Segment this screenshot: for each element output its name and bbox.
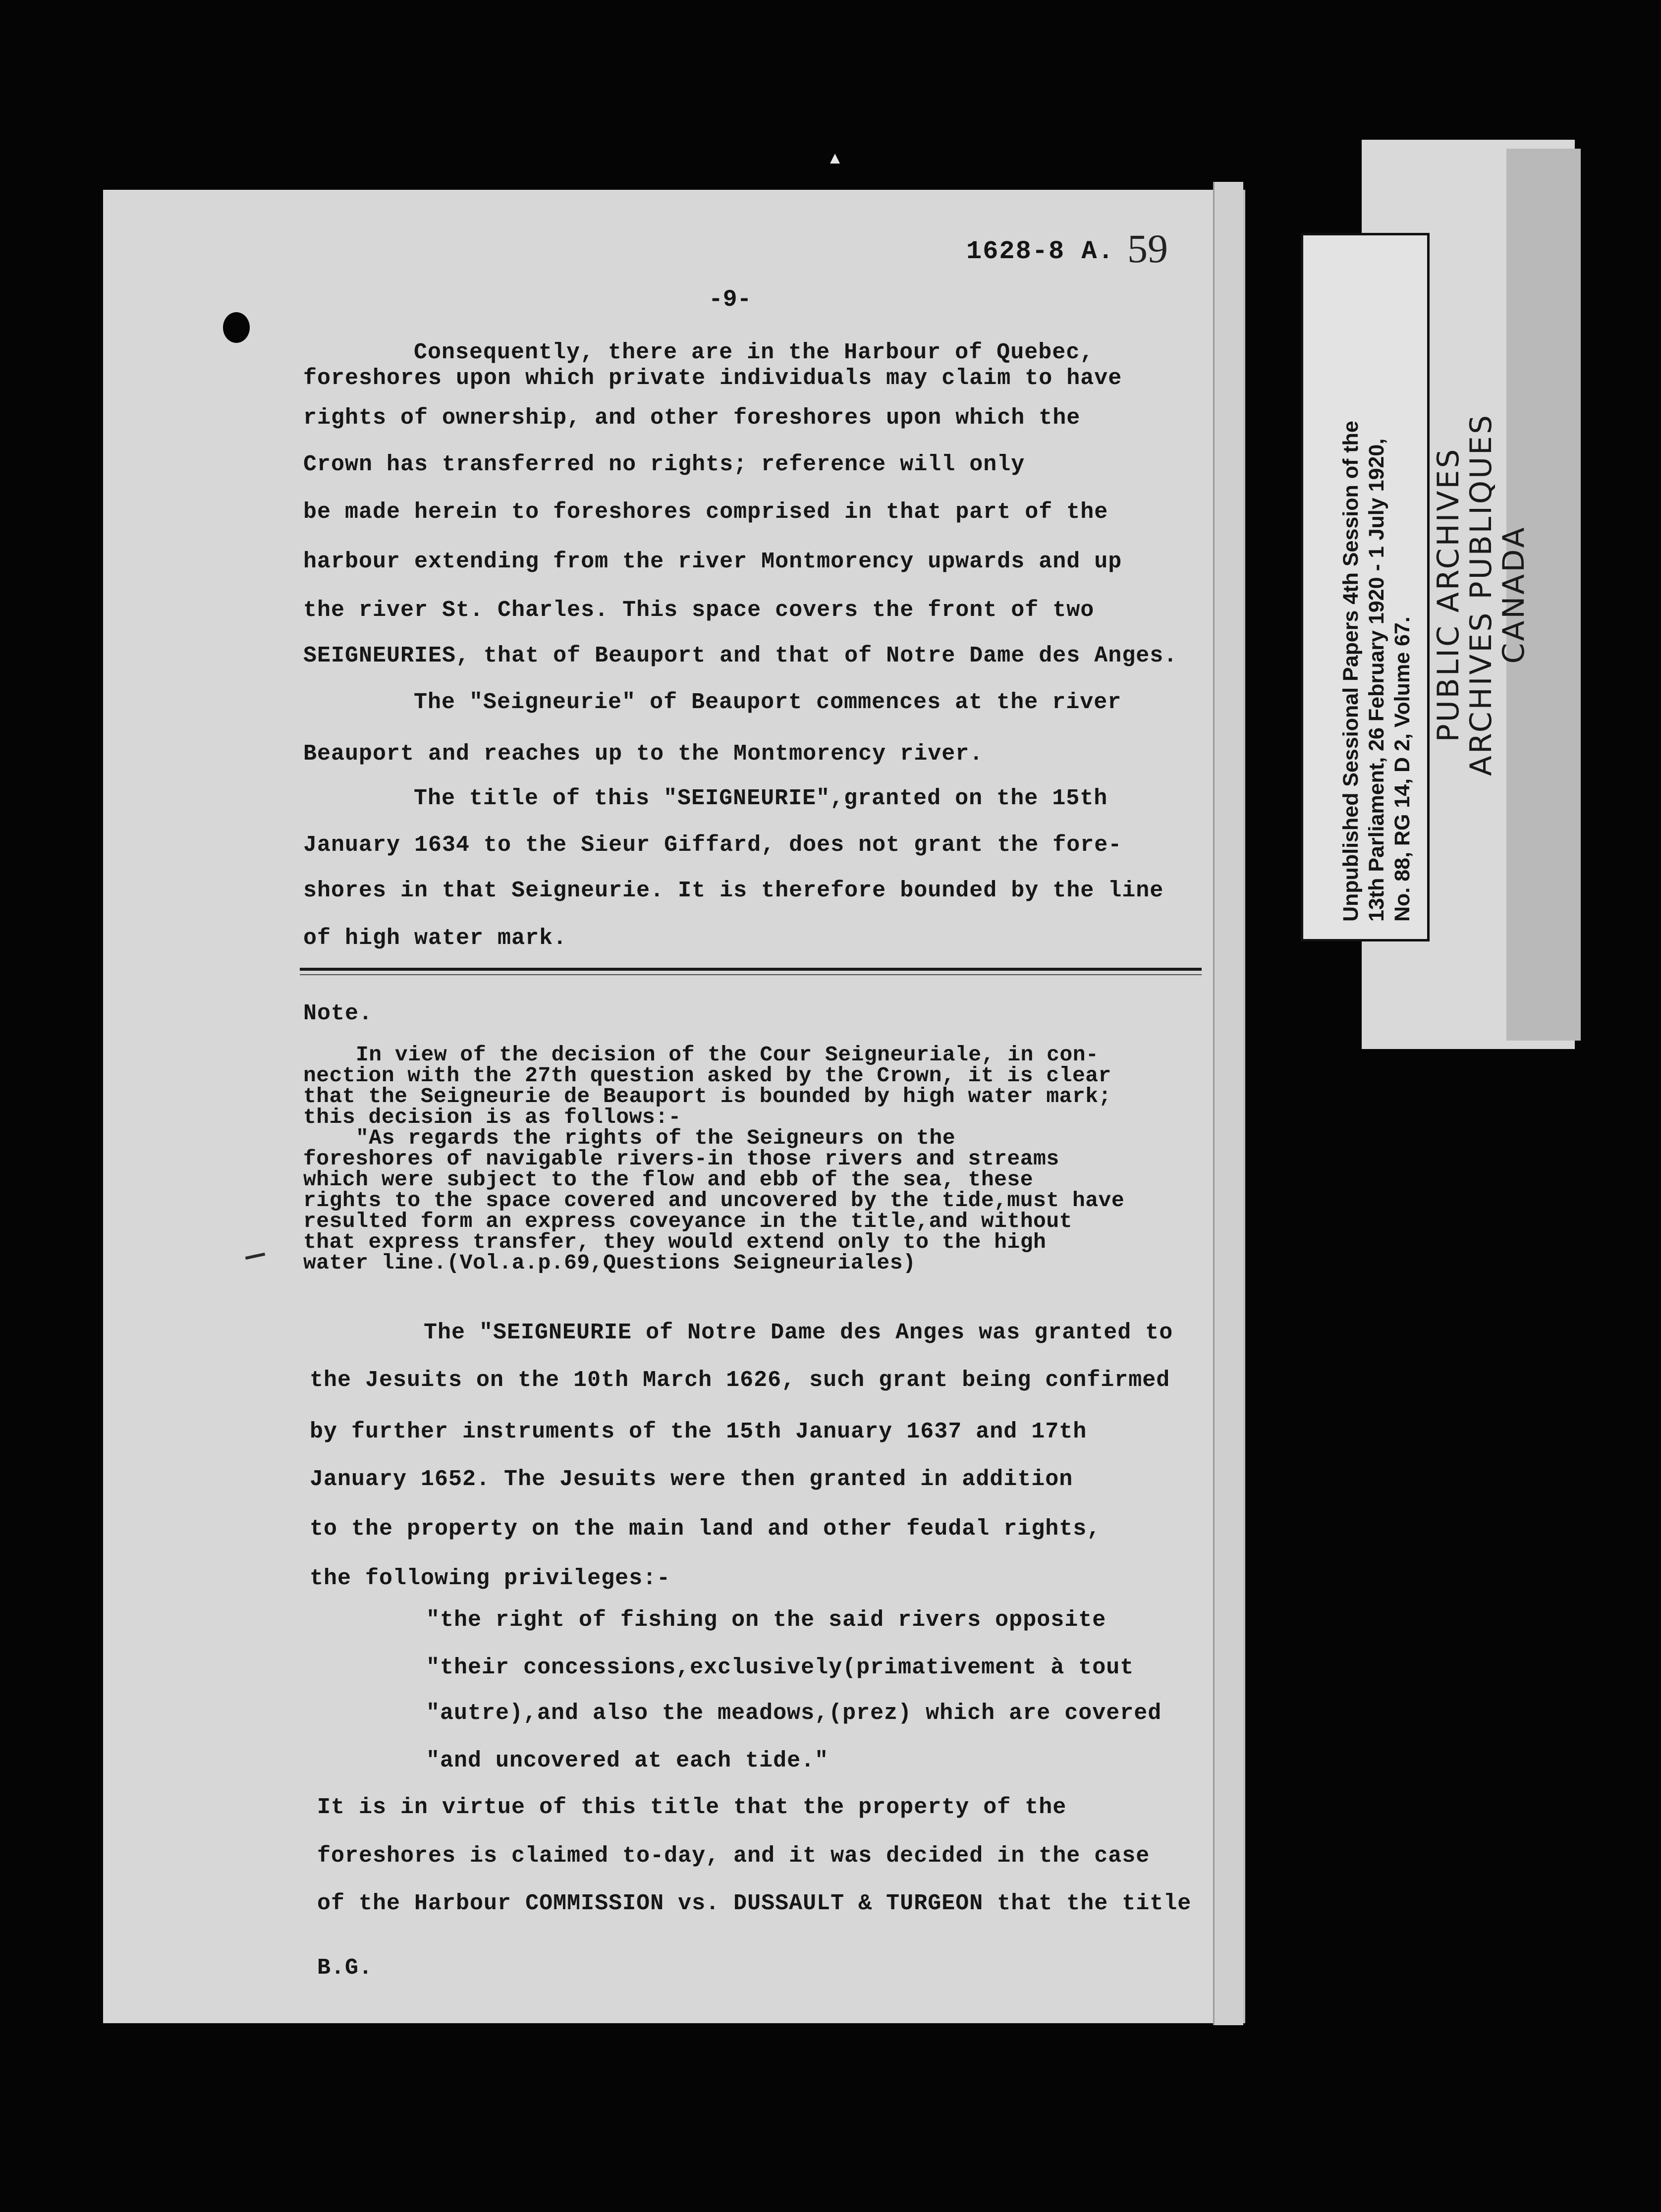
body-line: the river St. Charles. This space covers the front of two <box>303 598 1095 623</box>
initials: B.G. <box>317 1955 373 1981</box>
body-line: The title of this "SEIGNEURIE",granted on the 15th <box>414 786 1108 811</box>
note-line: In view of the decision of the Cour Seigneuriale, in con- <box>356 1043 1099 1067</box>
citation-line: 13th Parliament, 26 February 1920 - 1 July 1920, <box>1365 438 1388 922</box>
body-line: harbour extending from the river Montmorency upwards and up <box>303 549 1122 574</box>
note-line: that express transfer, they would extend only to the high <box>303 1230 1047 1254</box>
citation-text <box>1338 228 1415 922</box>
punch-hole <box>223 312 250 343</box>
note-line: that the Seigneurie de Beauport is bounded by high water mark; <box>303 1084 1111 1108</box>
quoted-line: "autre),and also the meadows,(prez) which are covered <box>426 1701 1162 1726</box>
body-line: foreshores is claimed to-day, and it was decided in the case <box>317 1843 1150 1869</box>
page-edge <box>1213 182 1243 2025</box>
note-line: nection with the 27th question asked by the Crown, it is clear <box>303 1063 1111 1088</box>
note-line: foreshores of navigable rivers-in those rivers and streams <box>303 1147 1059 1171</box>
body-line: by further instruments of the 15th January 1637 and 17th <box>310 1419 1087 1444</box>
stamp-line: PUBLIC ARCHIVES <box>1431 447 1466 742</box>
note-line: which were subject to the flow and ebb of the sea, these <box>303 1167 1034 1192</box>
body-line: of the Harbour COMMISSION vs. DUSSAULT & TURGEON that the title <box>317 1891 1192 1916</box>
body-line: It is in virtue of this title that the property of the <box>317 1795 1067 1820</box>
note-line: water line.(Vol.a.p.69,Questions Seigneuriales) <box>303 1251 916 1275</box>
stamp-line: CANADA <box>1496 525 1531 664</box>
body-line: the following privileges:- <box>310 1566 671 1591</box>
note-line: "As regards the rights of the Seigneurs on the <box>356 1126 955 1150</box>
body-line: The "Seigneurie" of Beauport commences at the river <box>414 690 1122 715</box>
body-line: SEIGNEURIES, that of Beauport and that of Notre Dame des Anges. <box>303 643 1178 668</box>
body-line: The "SEIGNEURIE of Notre Dame des Anges was granted to <box>424 1320 1173 1345</box>
folio-number: 59 <box>1127 226 1168 271</box>
page-number: -9- <box>709 286 752 313</box>
body-line: January 1634 to the Sieur Giffard, does not grant the fore- <box>303 832 1122 858</box>
section-divider-thin <box>300 974 1202 975</box>
note-line: resulted form an express coveyance in the title,and without <box>303 1209 1072 1233</box>
section-divider <box>300 968 1202 971</box>
body-line: be made herein to foreshores comprised in that part of the <box>303 499 1108 525</box>
top-edge-mark <box>830 154 840 164</box>
note-line: rights to the space covered and uncovered by the tide,must have <box>303 1188 1125 1213</box>
body-line: Beauport and reaches up to the Montmorency river. <box>303 741 984 767</box>
body-line: of high water mark. <box>303 926 567 951</box>
quoted-line: "and uncovered at each tide." <box>426 1748 829 1773</box>
stamp-line: ARCHIVES PUBLIQUES <box>1464 413 1498 776</box>
body-line: shores in that Seigneurie. It is therefore bounded by the line <box>303 878 1164 903</box>
note-heading: Note. <box>303 1001 373 1026</box>
body-line: January 1652. The Jesuits were then granted in addition <box>310 1467 1073 1492</box>
body-line: the Jesuits on the 10th March 1626, such grant being confirmed <box>310 1368 1170 1393</box>
body-line: Crown has transferred no rights; reference will only <box>303 452 1025 477</box>
quoted-line: "the right of fishing on the said rivers opposite <box>426 1607 1107 1633</box>
quoted-line: "their concessions,exclusively(primativement à tout <box>426 1655 1134 1680</box>
document-reference: 1628-8 A. <box>966 237 1114 266</box>
body-line: to the property on the main land and other feudal rights, <box>310 1516 1101 1542</box>
citation-line: No. 88, RG 14, D 2, Volume 67. <box>1390 616 1414 922</box>
citation-line: Unpublished Sessional Papers 4th Session of the <box>1339 421 1363 922</box>
body-line: foreshores upon which private individuals may claim to have <box>303 366 1122 391</box>
archives-stamp <box>1432 372 1530 818</box>
body-line: rights of ownership, and other foreshores upon which the <box>303 405 1081 431</box>
note-line: this decision is as follows:- <box>303 1105 681 1129</box>
body-line: Consequently, there are in the Harbour of Quebec, <box>414 340 1094 365</box>
